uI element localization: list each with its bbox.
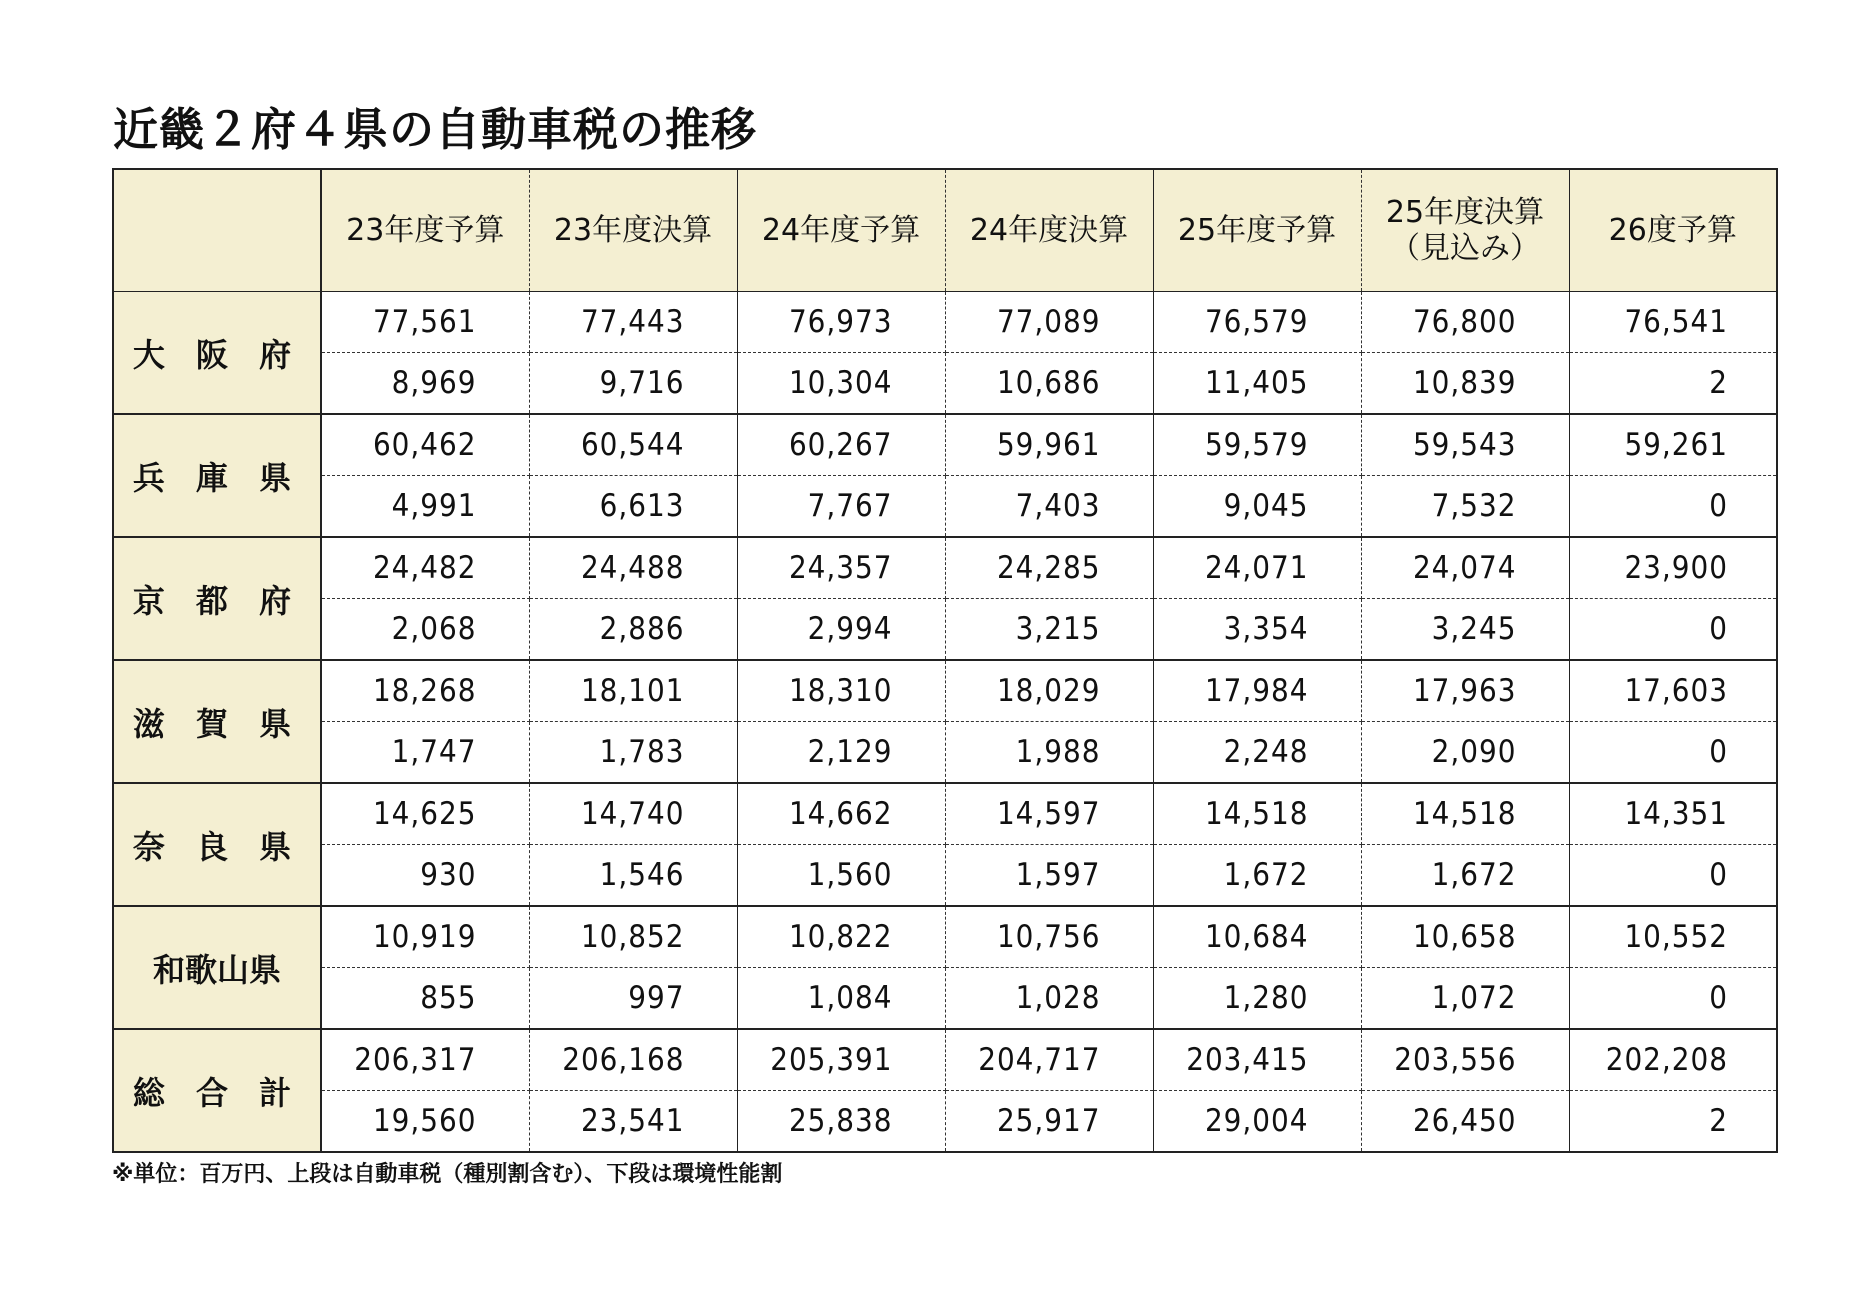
value-cell: 1,546 bbox=[529, 845, 737, 907]
value-cell: 18,029 bbox=[945, 660, 1153, 722]
value-cell: 17,984 bbox=[1153, 660, 1361, 722]
value-cell: 10,839 bbox=[1361, 353, 1569, 415]
value-cell: 997 bbox=[529, 968, 737, 1030]
value-cell: 0 bbox=[1569, 476, 1777, 538]
value-cell: 1,672 bbox=[1153, 845, 1361, 907]
value-cell: 59,543 bbox=[1361, 414, 1569, 476]
value-cell: 0 bbox=[1569, 599, 1777, 661]
header-cell: 26度予算 bbox=[1569, 169, 1777, 292]
value-cell: 1,783 bbox=[529, 722, 737, 784]
value-cell: 10,756 bbox=[945, 906, 1153, 968]
value-cell: 23,900 bbox=[1569, 537, 1777, 599]
prefecture-name: 奈 良 県 bbox=[113, 783, 321, 906]
table-row-upper bbox=[113, 292, 1777, 353]
value-cell: 14,740 bbox=[529, 783, 737, 845]
value-cell: 60,267 bbox=[737, 414, 945, 476]
value-cell: 10,658 bbox=[1361, 906, 1569, 968]
value-cell: 930 bbox=[321, 845, 529, 907]
header-corner-cell bbox=[113, 169, 321, 292]
value-cell: 24,488 bbox=[529, 537, 737, 599]
table-row-lower bbox=[113, 599, 1777, 661]
value-cell: 59,961 bbox=[945, 414, 1153, 476]
value-cell: 14,597 bbox=[945, 783, 1153, 845]
header-cell: 25年度予算 bbox=[1153, 169, 1361, 292]
value-cell: 2 bbox=[1569, 1091, 1777, 1153]
value-cell: 205,391 bbox=[737, 1029, 945, 1091]
value-cell: 24,071 bbox=[1153, 537, 1361, 599]
table-row-lower bbox=[113, 353, 1777, 415]
table-row-upper bbox=[113, 783, 1777, 845]
value-cell: 23,541 bbox=[529, 1091, 737, 1153]
value-cell: 6,613 bbox=[529, 476, 737, 538]
table-row-lower bbox=[113, 845, 1777, 907]
value-cell: 4,991 bbox=[321, 476, 529, 538]
value-cell: 2,068 bbox=[321, 599, 529, 661]
value-cell: 203,415 bbox=[1153, 1029, 1361, 1091]
page-title: 近畿２府４県の自動車税の推移 bbox=[113, 103, 758, 156]
value-cell: 7,532 bbox=[1361, 476, 1569, 538]
value-cell: 10,304 bbox=[737, 353, 945, 415]
value-cell: 203,556 bbox=[1361, 1029, 1569, 1091]
value-cell: 1,084 bbox=[737, 968, 945, 1030]
value-cell: 17,603 bbox=[1569, 660, 1777, 722]
value-cell: 11,405 bbox=[1153, 353, 1361, 415]
value-cell: 18,310 bbox=[737, 660, 945, 722]
value-cell: 60,462 bbox=[321, 414, 529, 476]
value-cell: 206,168 bbox=[529, 1029, 737, 1091]
value-cell: 7,767 bbox=[737, 476, 945, 538]
value-cell: 24,074 bbox=[1361, 537, 1569, 599]
value-cell: 9,716 bbox=[529, 353, 737, 415]
value-cell: 18,101 bbox=[529, 660, 737, 722]
value-cell: 9,045 bbox=[1153, 476, 1361, 538]
value-cell: 1,072 bbox=[1361, 968, 1569, 1030]
value-cell: 3,215 bbox=[945, 599, 1153, 661]
value-cell: 2,090 bbox=[1361, 722, 1569, 784]
value-cell: 7,403 bbox=[945, 476, 1153, 538]
value-cell: 17,963 bbox=[1361, 660, 1569, 722]
value-cell: 76,541 bbox=[1569, 292, 1777, 353]
value-cell: 10,684 bbox=[1153, 906, 1361, 968]
table-row-lower bbox=[113, 968, 1777, 1030]
prefecture-name: 大 阪 府 bbox=[113, 292, 321, 415]
value-cell: 59,579 bbox=[1153, 414, 1361, 476]
value-cell: 1,560 bbox=[737, 845, 945, 907]
value-cell: 26,450 bbox=[1361, 1091, 1569, 1153]
value-cell: 1,672 bbox=[1361, 845, 1569, 907]
table-row-lower bbox=[113, 1091, 1777, 1153]
value-cell: 8,969 bbox=[321, 353, 529, 415]
table-row-upper bbox=[113, 906, 1777, 968]
table-row-upper bbox=[113, 537, 1777, 599]
table-row-lower bbox=[113, 722, 1777, 784]
value-cell: 1,747 bbox=[321, 722, 529, 784]
value-cell: 855 bbox=[321, 968, 529, 1030]
header-subtext: （見込み） bbox=[1390, 230, 1540, 266]
value-cell: 10,686 bbox=[945, 353, 1153, 415]
value-cell: 1,597 bbox=[945, 845, 1153, 907]
value-cell: 77,561 bbox=[321, 292, 529, 353]
value-cell: 1,280 bbox=[1153, 968, 1361, 1030]
value-cell: 25,917 bbox=[945, 1091, 1153, 1153]
value-cell: 204,717 bbox=[945, 1029, 1153, 1091]
prefecture-name: 和歌山県 bbox=[113, 906, 321, 1029]
table-row-upper bbox=[113, 414, 1777, 476]
value-cell: 0 bbox=[1569, 722, 1777, 784]
value-cell: 77,443 bbox=[529, 292, 737, 353]
value-cell: 202,208 bbox=[1569, 1029, 1777, 1091]
header-cell: 24年度決算 bbox=[945, 169, 1153, 292]
auto-tax-table bbox=[112, 168, 1778, 1153]
value-cell: 19,560 bbox=[321, 1091, 529, 1153]
header-cell: 23年度予算 bbox=[321, 169, 529, 292]
value-cell: 2 bbox=[1569, 353, 1777, 415]
value-cell: 206,317 bbox=[321, 1029, 529, 1091]
value-cell: 2,248 bbox=[1153, 722, 1361, 784]
table-row-lower bbox=[113, 476, 1777, 538]
value-cell: 76,973 bbox=[737, 292, 945, 353]
value-cell: 10,919 bbox=[321, 906, 529, 968]
value-cell: 24,357 bbox=[737, 537, 945, 599]
value-cell: 60,544 bbox=[529, 414, 737, 476]
value-cell: 14,662 bbox=[737, 783, 945, 845]
value-cell: 24,482 bbox=[321, 537, 529, 599]
footnote: ※単位：百万円、上段は自動車税（種別割含む）、下段は環境性能割 bbox=[112, 1162, 783, 1187]
value-cell: 29,004 bbox=[1153, 1091, 1361, 1153]
value-cell: 3,245 bbox=[1361, 599, 1569, 661]
value-cell: 25,838 bbox=[737, 1091, 945, 1153]
value-cell: 1,028 bbox=[945, 968, 1153, 1030]
header-row bbox=[113, 169, 1777, 292]
value-cell: 2,994 bbox=[737, 599, 945, 661]
prefecture-name: 総 合 計 bbox=[113, 1029, 321, 1152]
table-row-upper bbox=[113, 660, 1777, 722]
value-cell: 76,800 bbox=[1361, 292, 1569, 353]
header-cell: 24年度予算 bbox=[737, 169, 945, 292]
prefecture-name: 滋 賀 県 bbox=[113, 660, 321, 783]
value-cell: 14,625 bbox=[321, 783, 529, 845]
prefecture-name: 兵 庫 県 bbox=[113, 414, 321, 537]
value-cell: 3,354 bbox=[1153, 599, 1361, 661]
value-cell: 59,261 bbox=[1569, 414, 1777, 476]
header-cell: 23年度決算 bbox=[529, 169, 737, 292]
value-cell: 0 bbox=[1569, 968, 1777, 1030]
header-cell: 25年度決算 （見込み） bbox=[1361, 169, 1569, 292]
prefecture-name: 京 都 府 bbox=[113, 537, 321, 660]
value-cell: 2,129 bbox=[737, 722, 945, 784]
value-cell: 76,579 bbox=[1153, 292, 1361, 353]
value-cell: 18,268 bbox=[321, 660, 529, 722]
value-cell: 0 bbox=[1569, 845, 1777, 907]
value-cell: 24,285 bbox=[945, 537, 1153, 599]
value-cell: 10,552 bbox=[1569, 906, 1777, 968]
value-cell: 1,988 bbox=[945, 722, 1153, 784]
value-cell: 10,852 bbox=[529, 906, 737, 968]
value-cell: 2,886 bbox=[529, 599, 737, 661]
table-row-upper bbox=[113, 1029, 1777, 1091]
value-cell: 10,822 bbox=[737, 906, 945, 968]
value-cell: 14,518 bbox=[1361, 783, 1569, 845]
value-cell: 77,089 bbox=[945, 292, 1153, 353]
value-cell: 14,518 bbox=[1153, 783, 1361, 845]
value-cell: 14,351 bbox=[1569, 783, 1777, 845]
